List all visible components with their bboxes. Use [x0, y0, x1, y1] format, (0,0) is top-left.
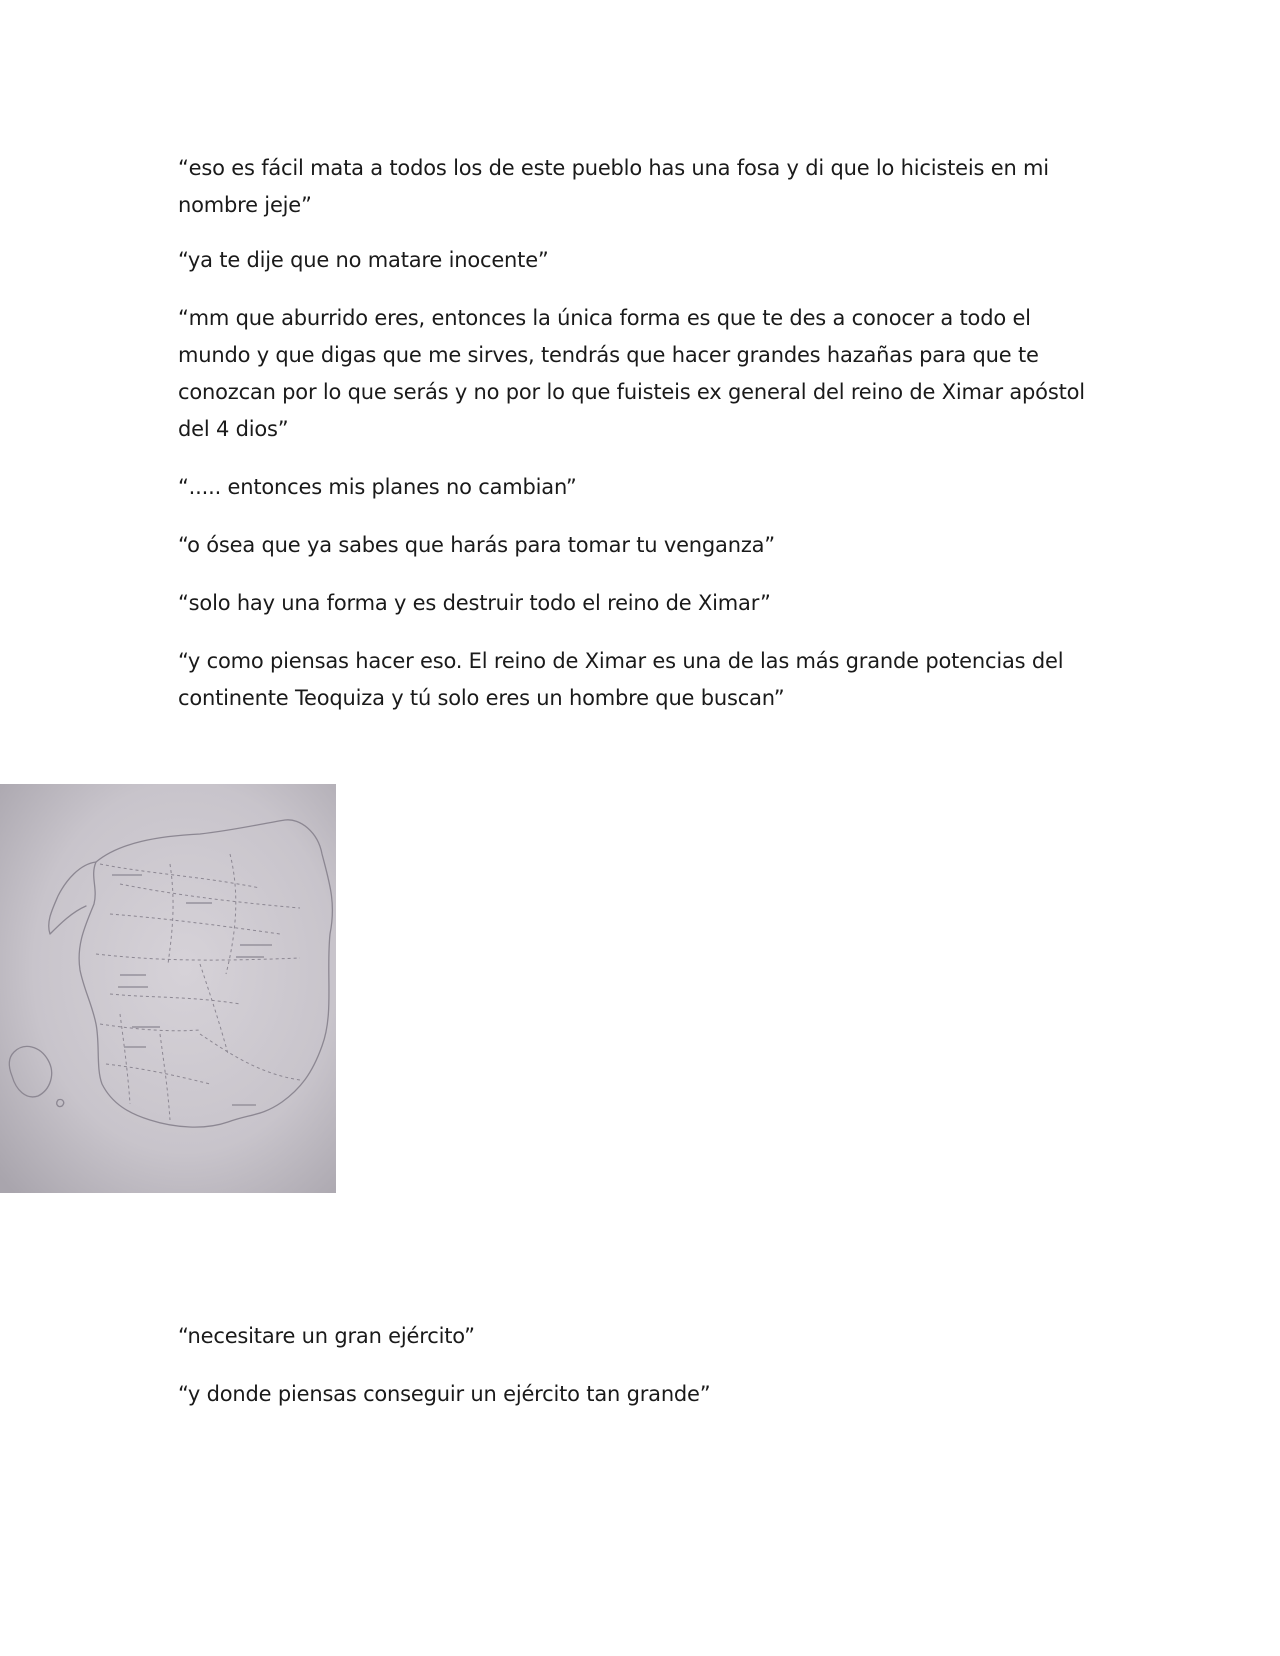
- map-photo-figure: [0, 784, 336, 1193]
- hand-drawn-map-icon: [0, 784, 336, 1193]
- paragraph-6: “solo hay una forma y es destruir todo el reino de Ximar”: [178, 591, 771, 615]
- paragraph-9: “y donde piensas conseguir un ejército tan grande”: [178, 1382, 711, 1406]
- paragraph-4: “..... entonces mis planes no cambian”: [178, 475, 577, 499]
- paragraph-8: “necesitare un gran ejército”: [178, 1324, 475, 1348]
- paragraph-2: “ya te dije que no matare inocente”: [178, 248, 549, 272]
- paragraph-1: “eso es fácil mata a todos los de este pueblo has una fosa y di que lo hicisteis en mi nombre jeje”: [178, 156, 1049, 217]
- paragraph-3: “mm que aburrido eres, entonces la única forma es que te des a conocer a todo el mundo y que digas que me sirves, tendrás que hacer grandes hazañas para que te conozcan por lo que serás y no por lo que fuisteis ex general del reino de Ximar apóstol del 4 dios”: [178, 306, 1085, 441]
- paragraph-7: “y como piensas hacer eso. El reino de Ximar es una de las más grande potencias del continente Teoquiza y tú solo eres un hombre que buscan”: [178, 649, 1064, 710]
- paragraph-5: “o ósea que ya sabes que harás para tomar tu venganza”: [178, 533, 775, 557]
